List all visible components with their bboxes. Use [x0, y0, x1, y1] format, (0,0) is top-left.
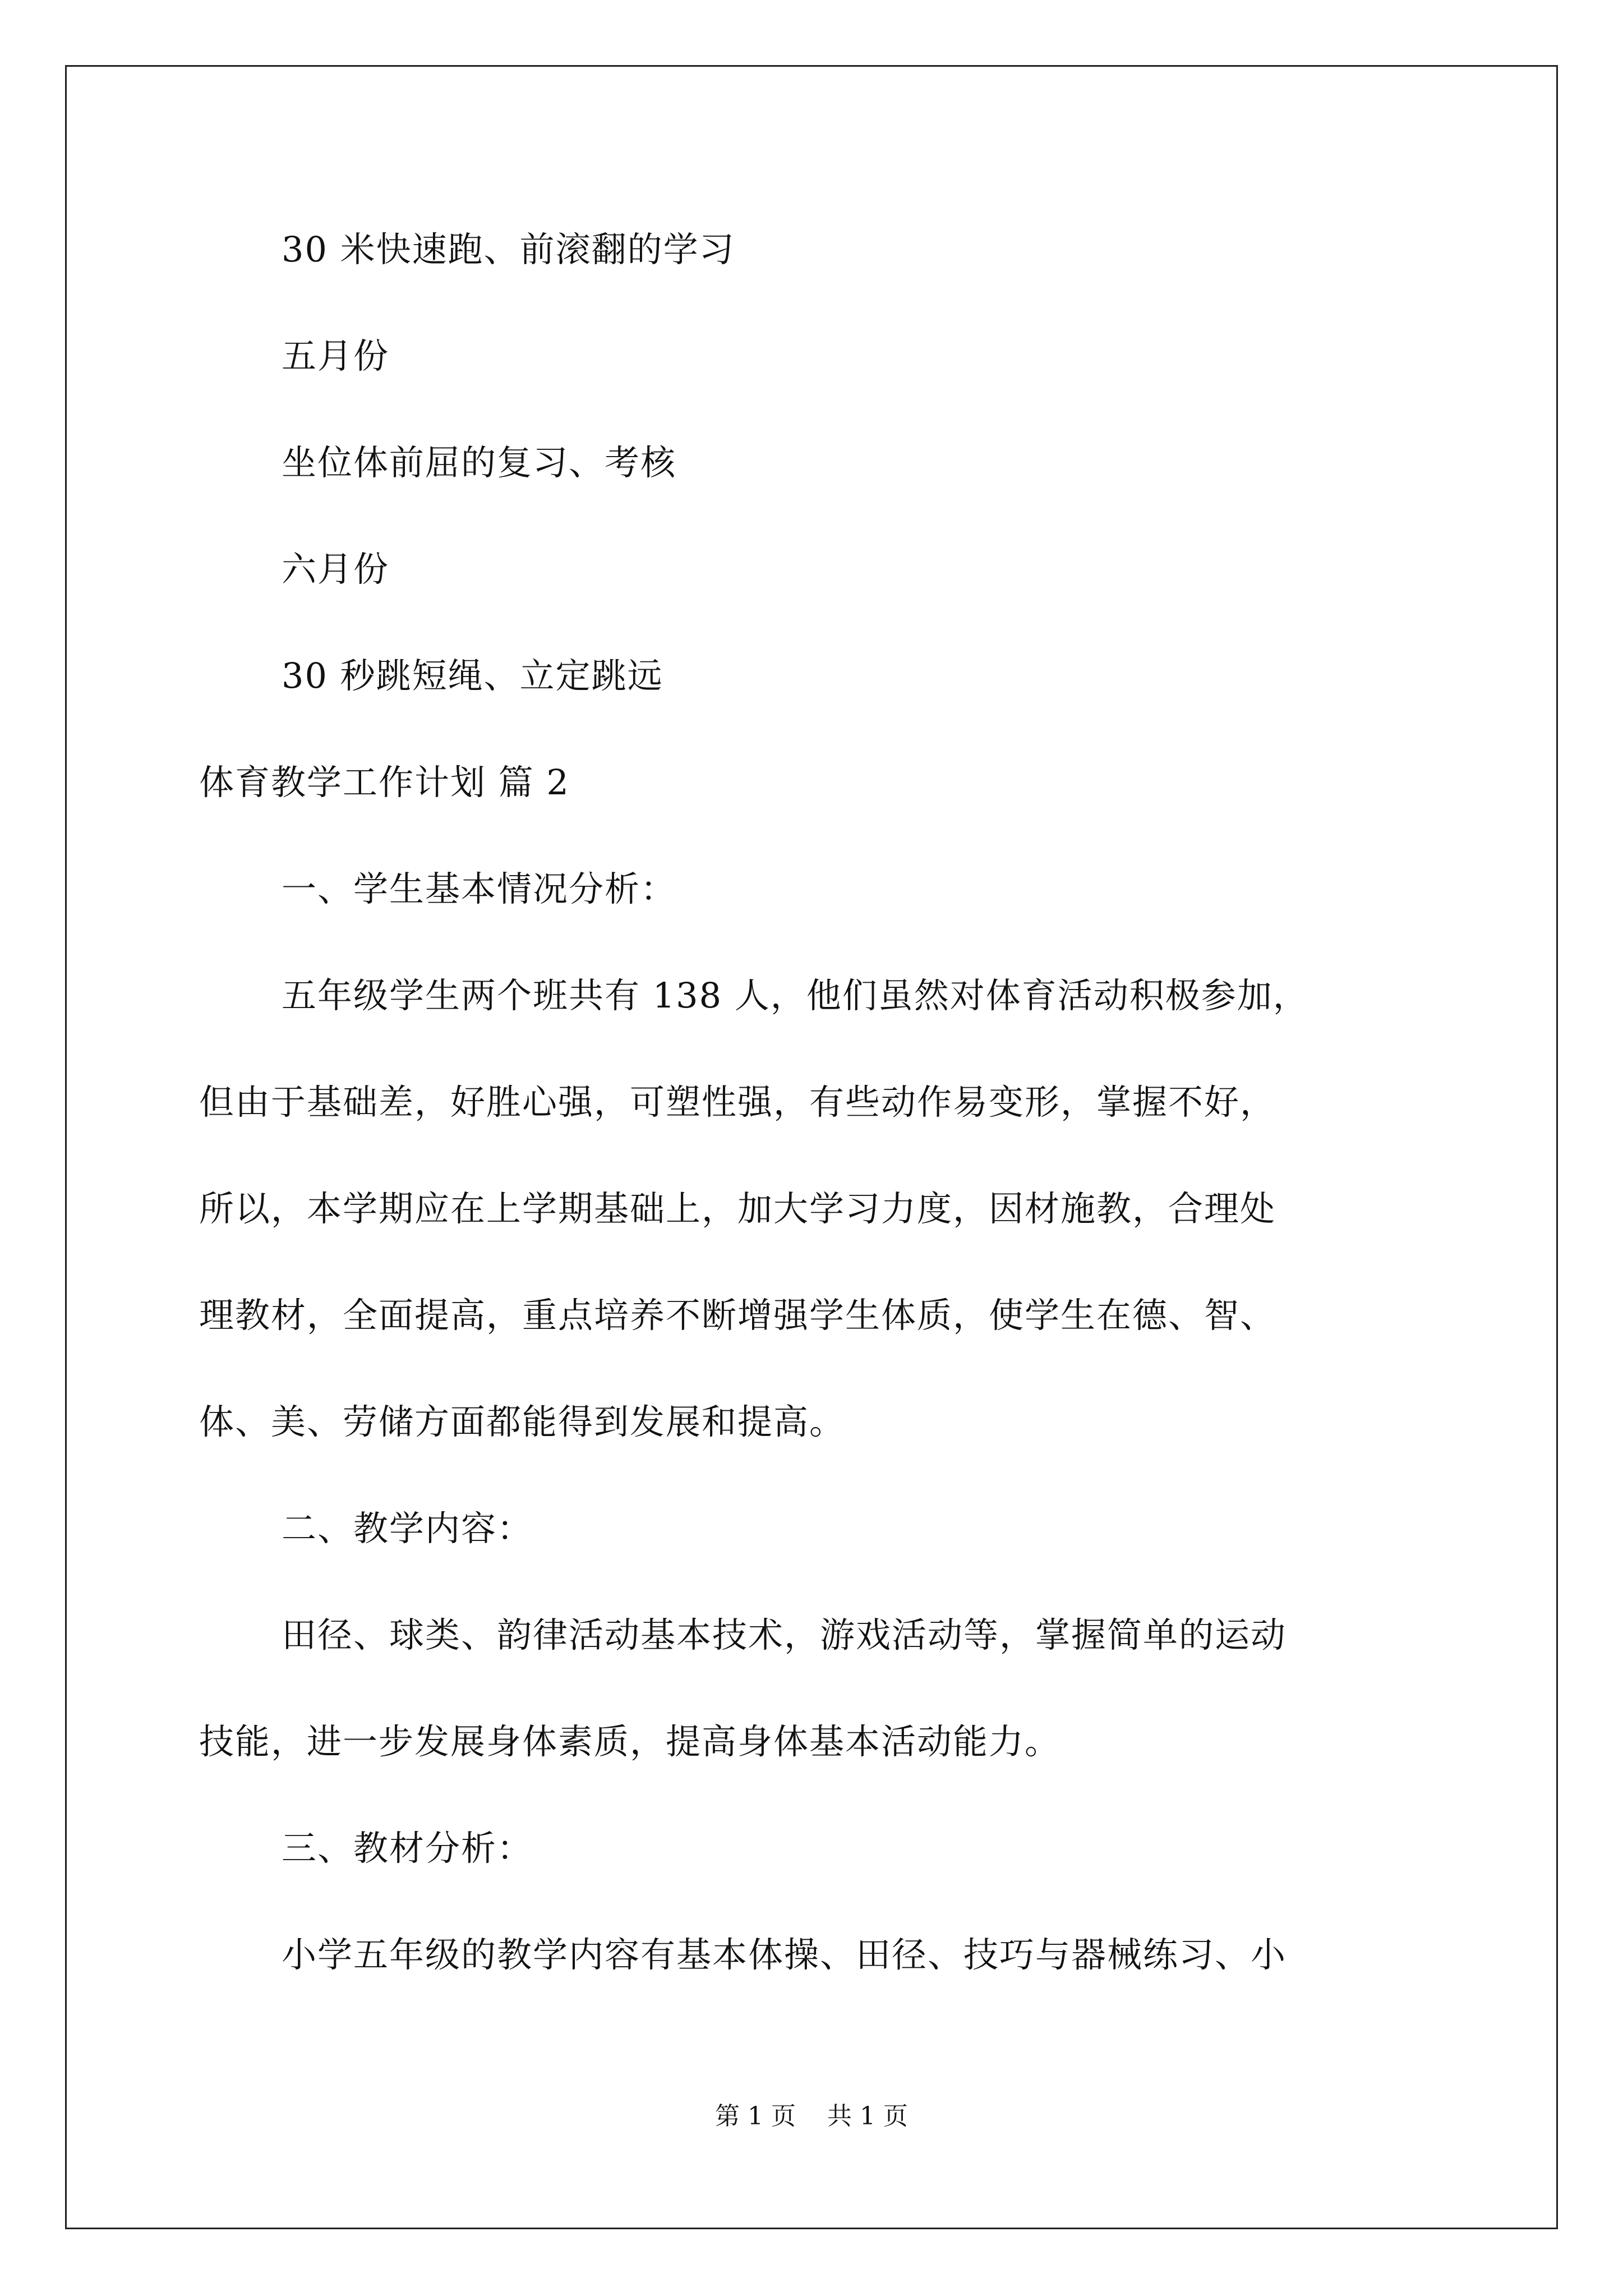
paragraph-line: 田径、球类、韵律活动基本技术，游戏活动等，掌握简单的运动 — [282, 1614, 1287, 1655]
section-heading: 体育教学工作计划 篇 2 — [199, 762, 570, 803]
subsection-heading: 二、教学内容： — [282, 1508, 533, 1549]
paragraph-line: 理教材，全面提高，重点培养不断增强学生体质，使学生在德、智、 — [199, 1295, 1276, 1336]
text-line: 六月份 — [282, 549, 390, 590]
page-border — [65, 65, 1558, 2229]
subsection-heading: 三、教材分析： — [282, 1828, 533, 1869]
paragraph-line: 所以，本学期应在上学期基础上，加大学习力度，因材施教，合理处 — [199, 1188, 1276, 1229]
text-line: 五月份 — [282, 335, 390, 376]
subsection-heading: 一、学生基本情况分析： — [282, 868, 677, 909]
page-number-footer: 第 1 页 共 1 页 — [715, 2102, 908, 2131]
text-line: 坐位体前屈的复习、考核 — [282, 442, 677, 483]
text-line: 30 米快速跑、前滚翻的学习 — [282, 229, 735, 270]
paragraph-line: 技能，进一步发展身体素质，提高身体基本活动能力。 — [199, 1721, 1061, 1762]
paragraph-line: 体、美、劳储方面都能得到发展和提高。 — [199, 1401, 846, 1442]
paragraph-line: 小学五年级的教学内容有基本体操、田径、技巧与器械练习、小 — [282, 1934, 1287, 1975]
paragraph-line: 五年级学生两个班共有 138 人，他们虽然对体育活动积极参加， — [282, 975, 1309, 1016]
text-line: 30 秒跳短绳、立定跳远 — [282, 655, 663, 696]
paragraph-line: 但由于基础差，好胜心强，可塑性强，有些动作易变形，掌握不好， — [199, 1082, 1276, 1122]
